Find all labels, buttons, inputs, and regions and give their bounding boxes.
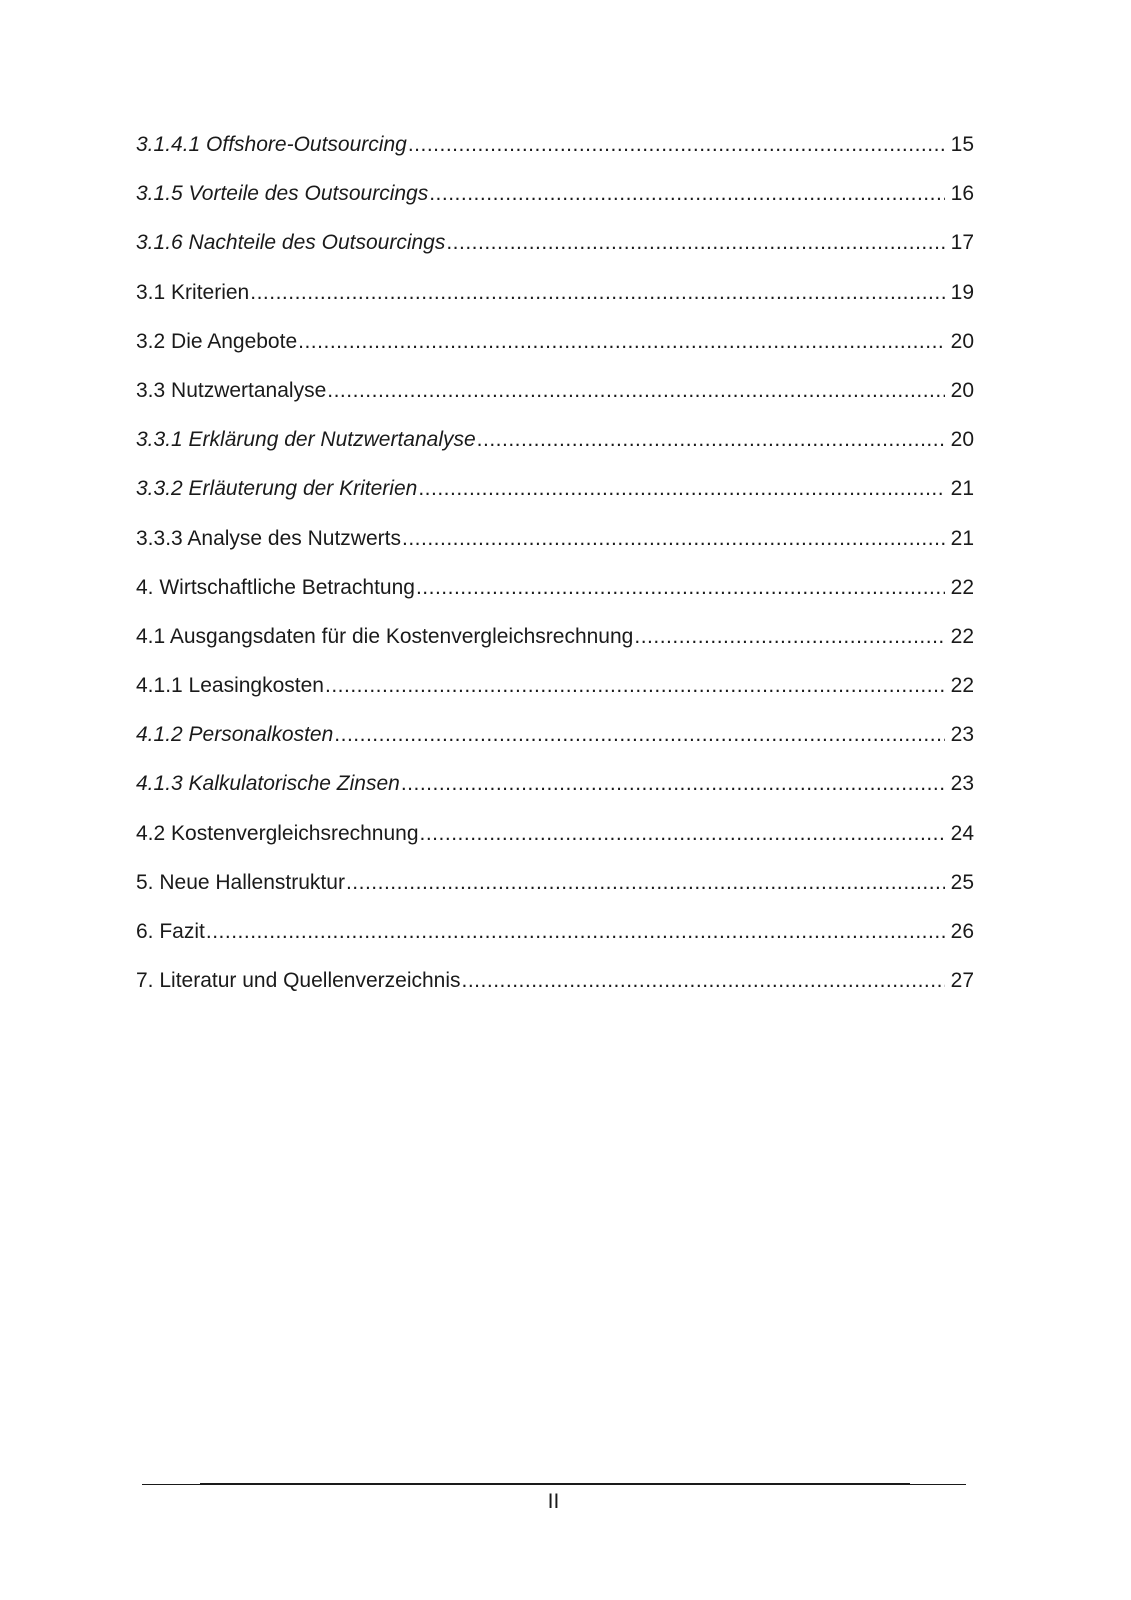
toc-entry-page: 16: [950, 182, 974, 206]
toc-entry-page: 24: [950, 821, 974, 845]
page-number: II: [547, 1490, 560, 1513]
toc-entry-page: 26: [950, 920, 974, 943]
toc-entry-title: 5. Neue Hallenstruktur: [136, 870, 345, 894]
toc-entry-title: 4.1.2 Personalkosten: [136, 723, 334, 747]
toc-entry-page: 22: [950, 624, 974, 648]
toc-entry-title: 6. Fazit: [136, 920, 205, 943]
toc-leader-dots: [634, 622, 945, 652]
toc-entry[interactable]: [136, 376, 974, 425]
toc-leader-dots: [402, 524, 945, 554]
toc-leader-dots: [429, 179, 945, 209]
toc-leader-dots: [420, 819, 945, 849]
toc-entry-title: 3.2 Die Angebote: [136, 329, 298, 353]
toc-leader-dots: [298, 327, 945, 357]
toc-entry-page: 20: [950, 329, 974, 353]
toc-entry[interactable]: [136, 130, 974, 179]
toc-entry-title: 3.1.5 Vorteile des Outsourcings: [136, 182, 429, 206]
toc-entry[interactable]: [136, 573, 974, 622]
toc-entry-title: 7. Literatur und Quellenverzeichnis: [136, 969, 461, 993]
toc-leader-dots: [477, 425, 945, 455]
toc-entry[interactable]: [136, 769, 974, 818]
footer-rule-emphasis: [200, 1483, 910, 1485]
toc-entry[interactable]: [136, 327, 974, 376]
toc-leader-dots: [416, 573, 945, 603]
toc-entry-page: 20: [950, 428, 974, 452]
toc-entry-title: 3.1 Kriterien: [136, 280, 250, 304]
toc-entry-page: 15: [950, 133, 974, 156]
toc-entry-page: 20: [950, 378, 974, 402]
toc-leader-dots: [346, 868, 945, 898]
toc-entry[interactable]: [136, 966, 974, 1015]
toc-entry[interactable]: [136, 278, 974, 327]
toc-leader-dots: [418, 474, 945, 504]
toc-leader-dots: [325, 671, 945, 701]
toc-entry-page: 23: [950, 723, 974, 747]
toc-entry-title: 3.3 Nutzwertanalyse: [136, 378, 327, 402]
toc-entry[interactable]: [136, 179, 974, 228]
toc-entry-title: 3.1.6 Nachteile des Outsourcings: [136, 231, 446, 255]
toc-entry-page: 22: [950, 674, 974, 698]
toc-entry[interactable]: [136, 425, 974, 474]
toc-entry-page: 27: [950, 969, 974, 993]
toc-leader-dots: [334, 720, 945, 750]
toc-entry-title: 3.3.1 Erklärung der Nutzwertanalyse: [136, 428, 476, 452]
toc-entry-page: 17: [950, 231, 974, 255]
toc-leader-dots: [401, 769, 945, 799]
toc-leader-dots: [462, 966, 945, 996]
toc-entry-title: 4.1.1 Leasingkosten: [136, 674, 324, 698]
toc-entry[interactable]: [136, 622, 974, 671]
table-of-contents: [136, 130, 974, 1015]
toc-entry[interactable]: [136, 819, 974, 868]
toc-entry[interactable]: [136, 474, 974, 523]
toc-entry-title: 3.3.3 Analyse des Nutzwerts: [136, 526, 401, 550]
toc-leader-dots: [250, 278, 945, 308]
toc-entry[interactable]: [136, 228, 974, 277]
toc-leader-dots: [408, 130, 945, 160]
toc-entry-page: 23: [950, 772, 974, 796]
toc-entry-page: 25: [950, 870, 974, 894]
toc-entry-title: 3.1.4.1 Offshore-Outsourcing: [136, 133, 407, 156]
toc-entry-page: 21: [950, 526, 974, 550]
toc-entry-title: 4.1.3 Kalkulatorische Zinsen: [136, 772, 400, 796]
toc-entry[interactable]: [136, 720, 974, 769]
toc-entry[interactable]: [136, 524, 974, 573]
toc-entry-title: 4.2 Kostenvergleichsrechnung: [136, 821, 419, 845]
toc-entry[interactable]: [136, 868, 974, 917]
toc-entry-page: 19: [950, 280, 974, 304]
toc-leader-dots: [206, 917, 945, 947]
toc-entry[interactable]: [136, 917, 974, 966]
toc-entry[interactable]: [136, 671, 974, 720]
toc-entry-title: 3.3.2 Erläuterung der Kriterien: [136, 477, 418, 501]
toc-entry-title: 4.1 Ausgangsdaten für die Kostenvergleichsrechnung: [136, 624, 634, 648]
toc-entry-title: 4. Wirtschaftliche Betrachtung: [136, 575, 415, 599]
toc-entry-page: 22: [950, 575, 974, 599]
toc-leader-dots: [446, 228, 945, 258]
toc-leader-dots: [327, 376, 945, 406]
toc-entry-page: 21: [950, 477, 974, 501]
